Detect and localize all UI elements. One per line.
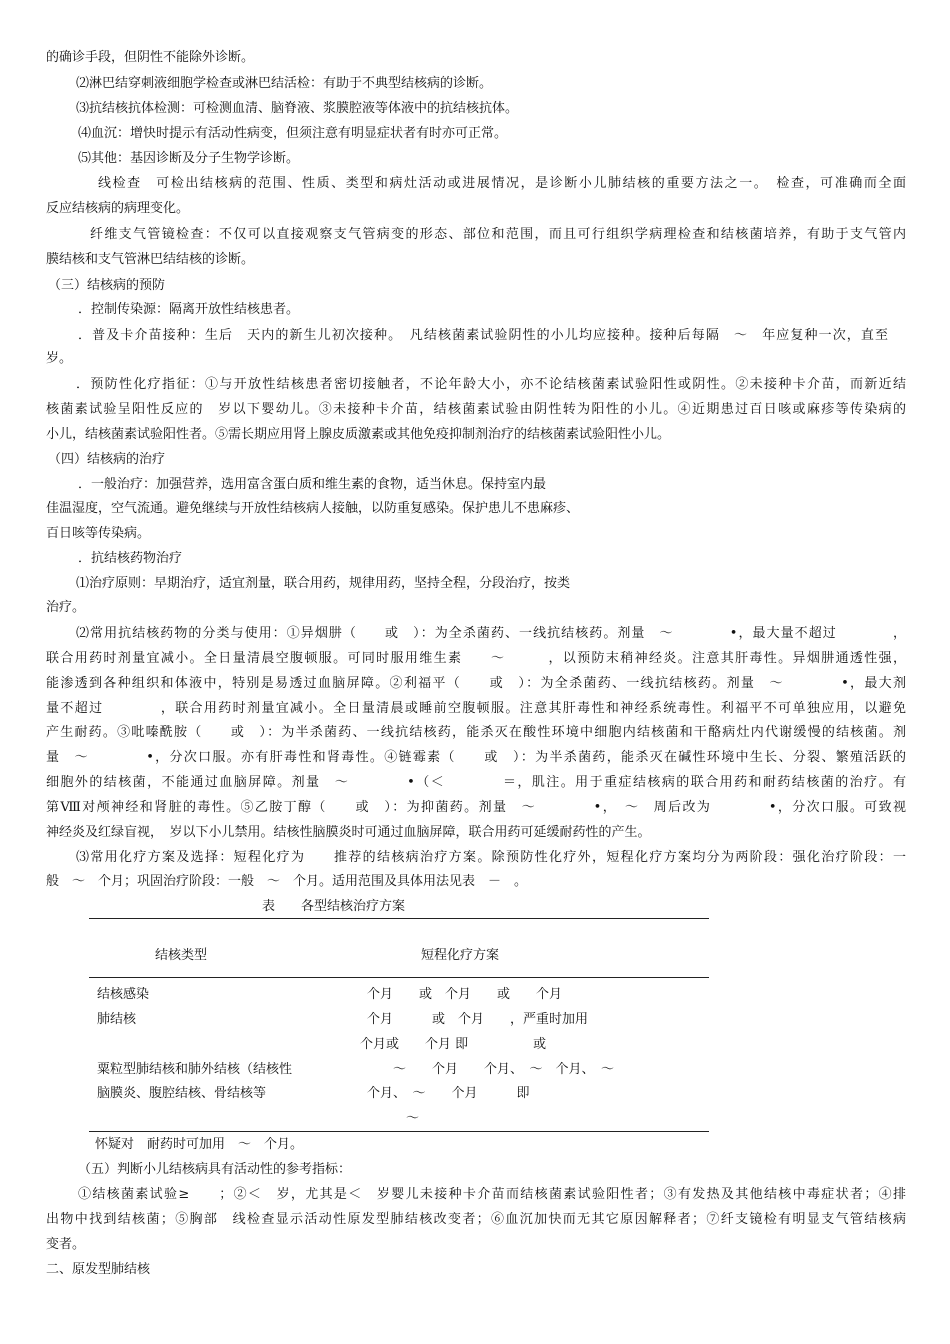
section-heading: （三）结核病的预防 <box>48 278 166 293</box>
table-cell: 粟粒型肺结核和肺外结核（结核性 <box>97 1062 293 1077</box>
text-line: ⑶抗结核抗体检测：可检测血清、脑脊液、浆膜腔液等体液中的抗结核抗体。 <box>76 101 519 116</box>
text-line: ．预防性化疗指征：①与开放性结核患者密切接触者，不论年龄大小，亦不论结核菌素试验阳性或阴性。②未接种卡介苗，而新近结 <box>76 377 906 392</box>
text-line: 般 ～ 个月；巩固治疗阶段：一般 ～ 个月。适用范围及具体用法见表 － 。 <box>46 874 528 889</box>
text-line: 出物中找到结核菌；⑤胸部 线检查显示活动性原发型肺结核改变者；⑥血沉加快而无其它原因解释者；⑦纤支镜检有明显支气管结核病 <box>46 1212 906 1227</box>
text-line: 变者。 <box>46 1237 86 1252</box>
table-bottom-rule <box>89 1131 709 1132</box>
table-cell: ～ 个月 个月、 ～ 个月、 ～ <box>393 1062 615 1077</box>
table-note: 怀疑对 耐药时可加用 ～ 个月。 <box>95 1137 304 1152</box>
text-line: 细胞外的结核菌，不能通过血脑屏障。剂量 ～ •（＜ ＝，肌注。用于重症结核病的联合用药和耐药结核菌的治疗。有 <box>46 775 906 790</box>
table-cell: 个月、 ～ 个月 即 <box>367 1086 530 1101</box>
text-line: 佳温湿度，空气流通。避免继续与开放性结核病人接触，以防重复感染。保护患儿不患麻疹、 <box>46 501 580 516</box>
table-cell: 结核感染 <box>97 987 150 1002</box>
text-line: ．一般治疗：加强营养，选用富含蛋白质和维生素的食物，适当休息。保持室内最 <box>78 477 547 492</box>
text-line: 小儿，结核菌素试验阳性者。⑤需长期应用肾上腺皮质激素或其他免疫抑制剂治疗的结核菌素试验阳性小儿。 <box>46 427 671 442</box>
text-line: ①结核菌素试验≥ ；②＜ 岁，尤其是＜ 岁婴儿未接种卡介苗而结核菌素试验阳性者；③有发热及其他结核中毒症状者；④排 <box>78 1187 906 1202</box>
table-cell: 肺结核 <box>97 1012 137 1027</box>
text-line: ⑵淋巴结穿刺液细胞学检查或淋巴结活检：有助于不典型结核病的诊断。 <box>76 76 493 91</box>
text-line: 岁。 <box>46 351 73 366</box>
text-line: ．控制传染源：隔离开放性结核患者。 <box>78 302 300 317</box>
text-line: 产生耐药。③吡嗪酰胺（ 或 ）：为半杀菌药、一线抗结核药，能杀灭在酸性环境中细胞内结核菌和干酪病灶内代谢缓慢的结核菌。剂 <box>46 725 906 740</box>
text-line: 神经炎及红绿盲视， 岁以下小儿禁用。结核性脑膜炎时可通过血脑屏障，联合用药可延缓耐药性的产生。 <box>46 825 651 840</box>
text-line: ⑶常用化疗方案及选择：短程化疗为 推荐的结核病治疗方案。除预防性化疗外，短程化疗方案均分为两阶段：强化治疗阶段：一 <box>76 850 906 865</box>
section-heading: （五）判断小儿结核病具有活动性的参考指标： <box>78 1162 352 1177</box>
table-header-plan: 短程化疗方案 <box>421 948 500 963</box>
table-caption: 表 各型结核治疗方案 <box>262 899 406 914</box>
table-header-rule <box>89 977 709 978</box>
text-line: ．抗结核药物治疗 <box>78 551 183 566</box>
table-cell: 脑膜炎、腹腔结核、骨结核等 <box>97 1086 267 1101</box>
table-top-rule <box>89 918 709 919</box>
text-line: 的确诊手段，但阴性不能除外诊断。 <box>46 50 255 65</box>
text-line: ⑸其他：基因诊断及分子生物学诊断。 <box>78 151 300 166</box>
text-line: ．普及卡介苗接种：生后 天内的新生儿初次接种。 凡结核菌素试验阴性的小儿均应接种。接种后每隔 ～ 年应复种一次，直至 <box>78 328 888 343</box>
text-line: 线检查 可检出结核病的范围、性质、类型和病灶活动或进展情况，是诊断小儿肺结核的重要方法之一。 检查，可准确而全面 <box>98 176 906 191</box>
table-cell: 个月 或 个月 或 个月 <box>367 987 563 1002</box>
text-line: 第Ⅷ对颅神经和肾脏的毒性。⑤乙胺丁醇（ 或 ）：为抑菌药。剂量 ～ •， ～ 周后改为 •，分次口服。可致视 <box>46 800 906 815</box>
text-line: 膜结核和支气管淋巴结结核的诊断。 <box>46 252 255 267</box>
text-line: 量不超过 ，联合用药时剂量宜减小。全日量清晨或睡前空腹顿服。注意其肝毒性和神经系统毒性。利福平不可单独应用，以避免 <box>46 701 906 716</box>
text-line: 百日咳等传染病。 <box>46 526 151 541</box>
text-line: 反应结核病的病理变化。 <box>46 201 190 216</box>
text-line: ⑷血沉：增快时提示有活动性病变，但须注意有明显症状者有时亦可正常。 <box>78 126 508 141</box>
table-cell: 个月或 个月 即 或 <box>360 1037 547 1052</box>
table-header-type: 结核类型 <box>155 948 208 963</box>
section-heading: （四）结核病的治疗 <box>48 452 166 467</box>
table-cell: 个月 或 个月 ，严重时加用 <box>367 1012 589 1027</box>
text-line: 联合用药时剂量宜减小。全日量清晨空腹顿服。可同时服用维生素 ～ ，以预防末稍神经炎。注意其肝毒性。异烟肼通透性强， <box>46 651 906 666</box>
text-line: 纤维支气管镜检查：不仅可以直接观察支气管病变的形态、部位和范围，而且可行组织学病理检查和结核菌培养，有助于支气管内 <box>90 227 906 242</box>
text-line: ⑴治疗原则：早期治疗，适宜剂量，联合用药，规律用药，坚持全程，分段治疗，按类 <box>76 576 571 591</box>
section-heading: 二、原发型肺结核 <box>46 1262 151 1277</box>
text-line: ⑵常用抗结核药物的分类与使用：①异烟肼（ 或 ）：为全杀菌药、一线抗结核药。剂量 ～ •，最大量不超过 ， <box>76 626 906 641</box>
text-line: 核菌素试验呈阳性反应的 岁以下婴幼儿。③未接种卡介苗，结核菌素试验由阴性转为阳性的小儿。④近期患过百日咳或麻疹等传染病的 <box>46 402 906 417</box>
table-cell: ～ <box>406 1111 420 1126</box>
text-line: 能渗透到各种组织和体液中，特别是易透过血脑屏障。②利福平（ 或 ）：为全杀菌药、一线抗结核药。剂量 ～ •，最大剂 <box>46 676 906 691</box>
text-line: 治疗。 <box>46 600 86 615</box>
text-line: 量 ～ •，分次口服。亦有肝毒性和肾毒性。④链霉素（ 或 ）：为半杀菌药，能杀灭在碱性环境中生长、分裂、繁殖活跃的 <box>46 750 906 765</box>
